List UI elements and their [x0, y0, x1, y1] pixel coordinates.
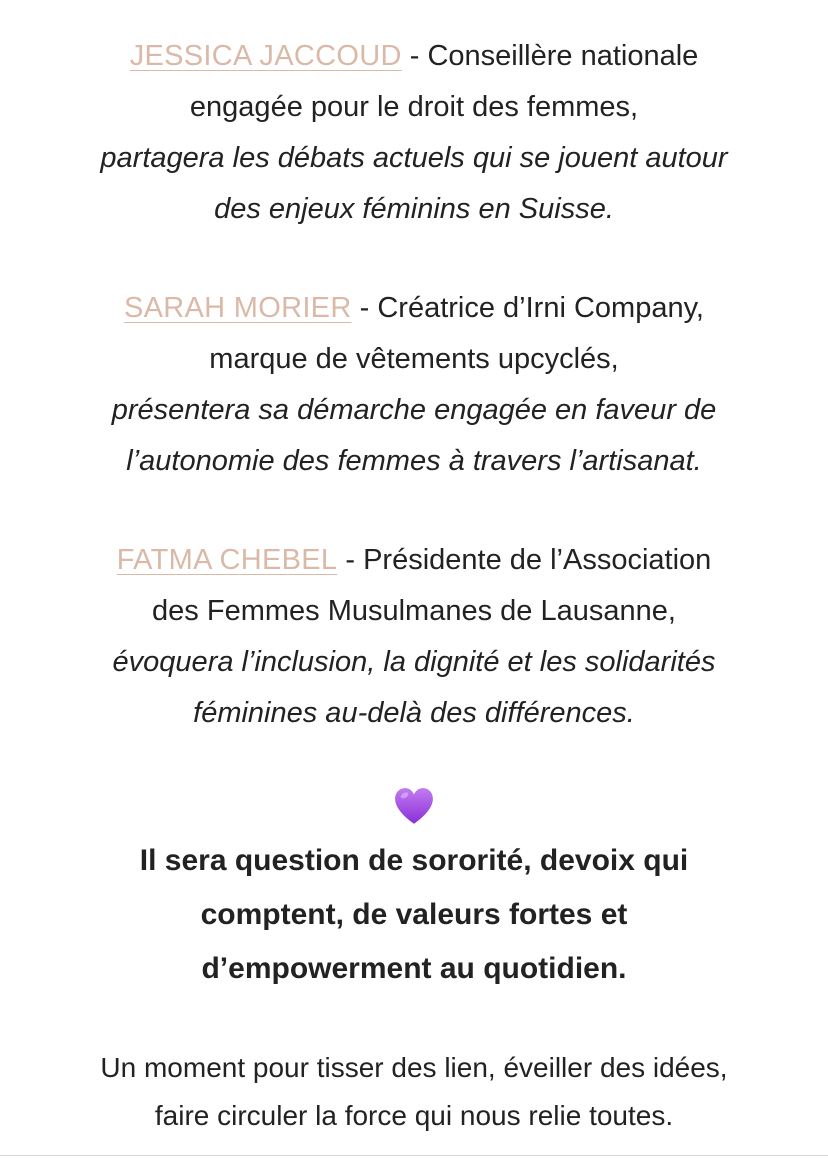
- speaker-role-continued: marque de vêtements upcyclés,: [209, 343, 619, 375]
- bottom-divider: [0, 1155, 828, 1156]
- speaker-description: partagera les débats actuels qui se jouent autour: [100, 142, 728, 174]
- speaker-block-jessica-jaccoud: [40, 31, 788, 235]
- speaker-block-sarah-morier: [40, 283, 788, 487]
- speaker-description: évoquera l’inclusion, la dignité et les solidarités: [112, 646, 716, 678]
- closing-line: comptent, de valeurs fortes et: [200, 898, 628, 931]
- speaker-role-line: [40, 283, 788, 334]
- closing-line: d’empowerment au quotidien.: [201, 952, 627, 985]
- speaker-description-continued: des enjeux féminins en Suisse.: [214, 193, 614, 225]
- closing-line: Il sera question de sororité, devoix qui: [139, 844, 689, 877]
- outro-line: faire circuler la force qui nous relie toutes.: [154, 1100, 674, 1131]
- speaker-role-line: [40, 31, 788, 82]
- speaker-name-link[interactable]: SARAH MORIER: [124, 292, 352, 324]
- speaker-role-line: [40, 535, 788, 586]
- outro-text: [40, 1044, 788, 1140]
- speaker-role-continued: engagée pour le droit des femmes,: [189, 91, 639, 123]
- speaker-block-fatma-chebel: [40, 535, 788, 739]
- speaker-role: - Créatrice d’Irni Company,: [351, 292, 704, 324]
- speaker-role: - Présidente de l’Association: [337, 544, 712, 576]
- purple-heart-icon: [0, 786, 828, 836]
- speaker-description-continued: l’autonomie des femmes à travers l’artisanat.: [126, 445, 702, 477]
- outro-line: Un moment pour tisser des lien, éveiller des idées,: [100, 1052, 728, 1083]
- speaker-name-link[interactable]: FATMA CHEBEL: [116, 544, 338, 576]
- speaker-name-link[interactable]: JESSICA JACCOUD: [129, 40, 402, 72]
- closing-statement: [40, 834, 788, 996]
- heart-shape: [393, 786, 435, 828]
- speaker-role-continued: des Femmes Musulmanes de Lausanne,: [152, 595, 676, 627]
- speaker-description: présentera sa démarche engagée en faveur de: [111, 394, 717, 426]
- speaker-description-continued: féminines au-delà des différences.: [193, 697, 635, 729]
- speaker-role: - Conseillère nationale: [401, 40, 699, 72]
